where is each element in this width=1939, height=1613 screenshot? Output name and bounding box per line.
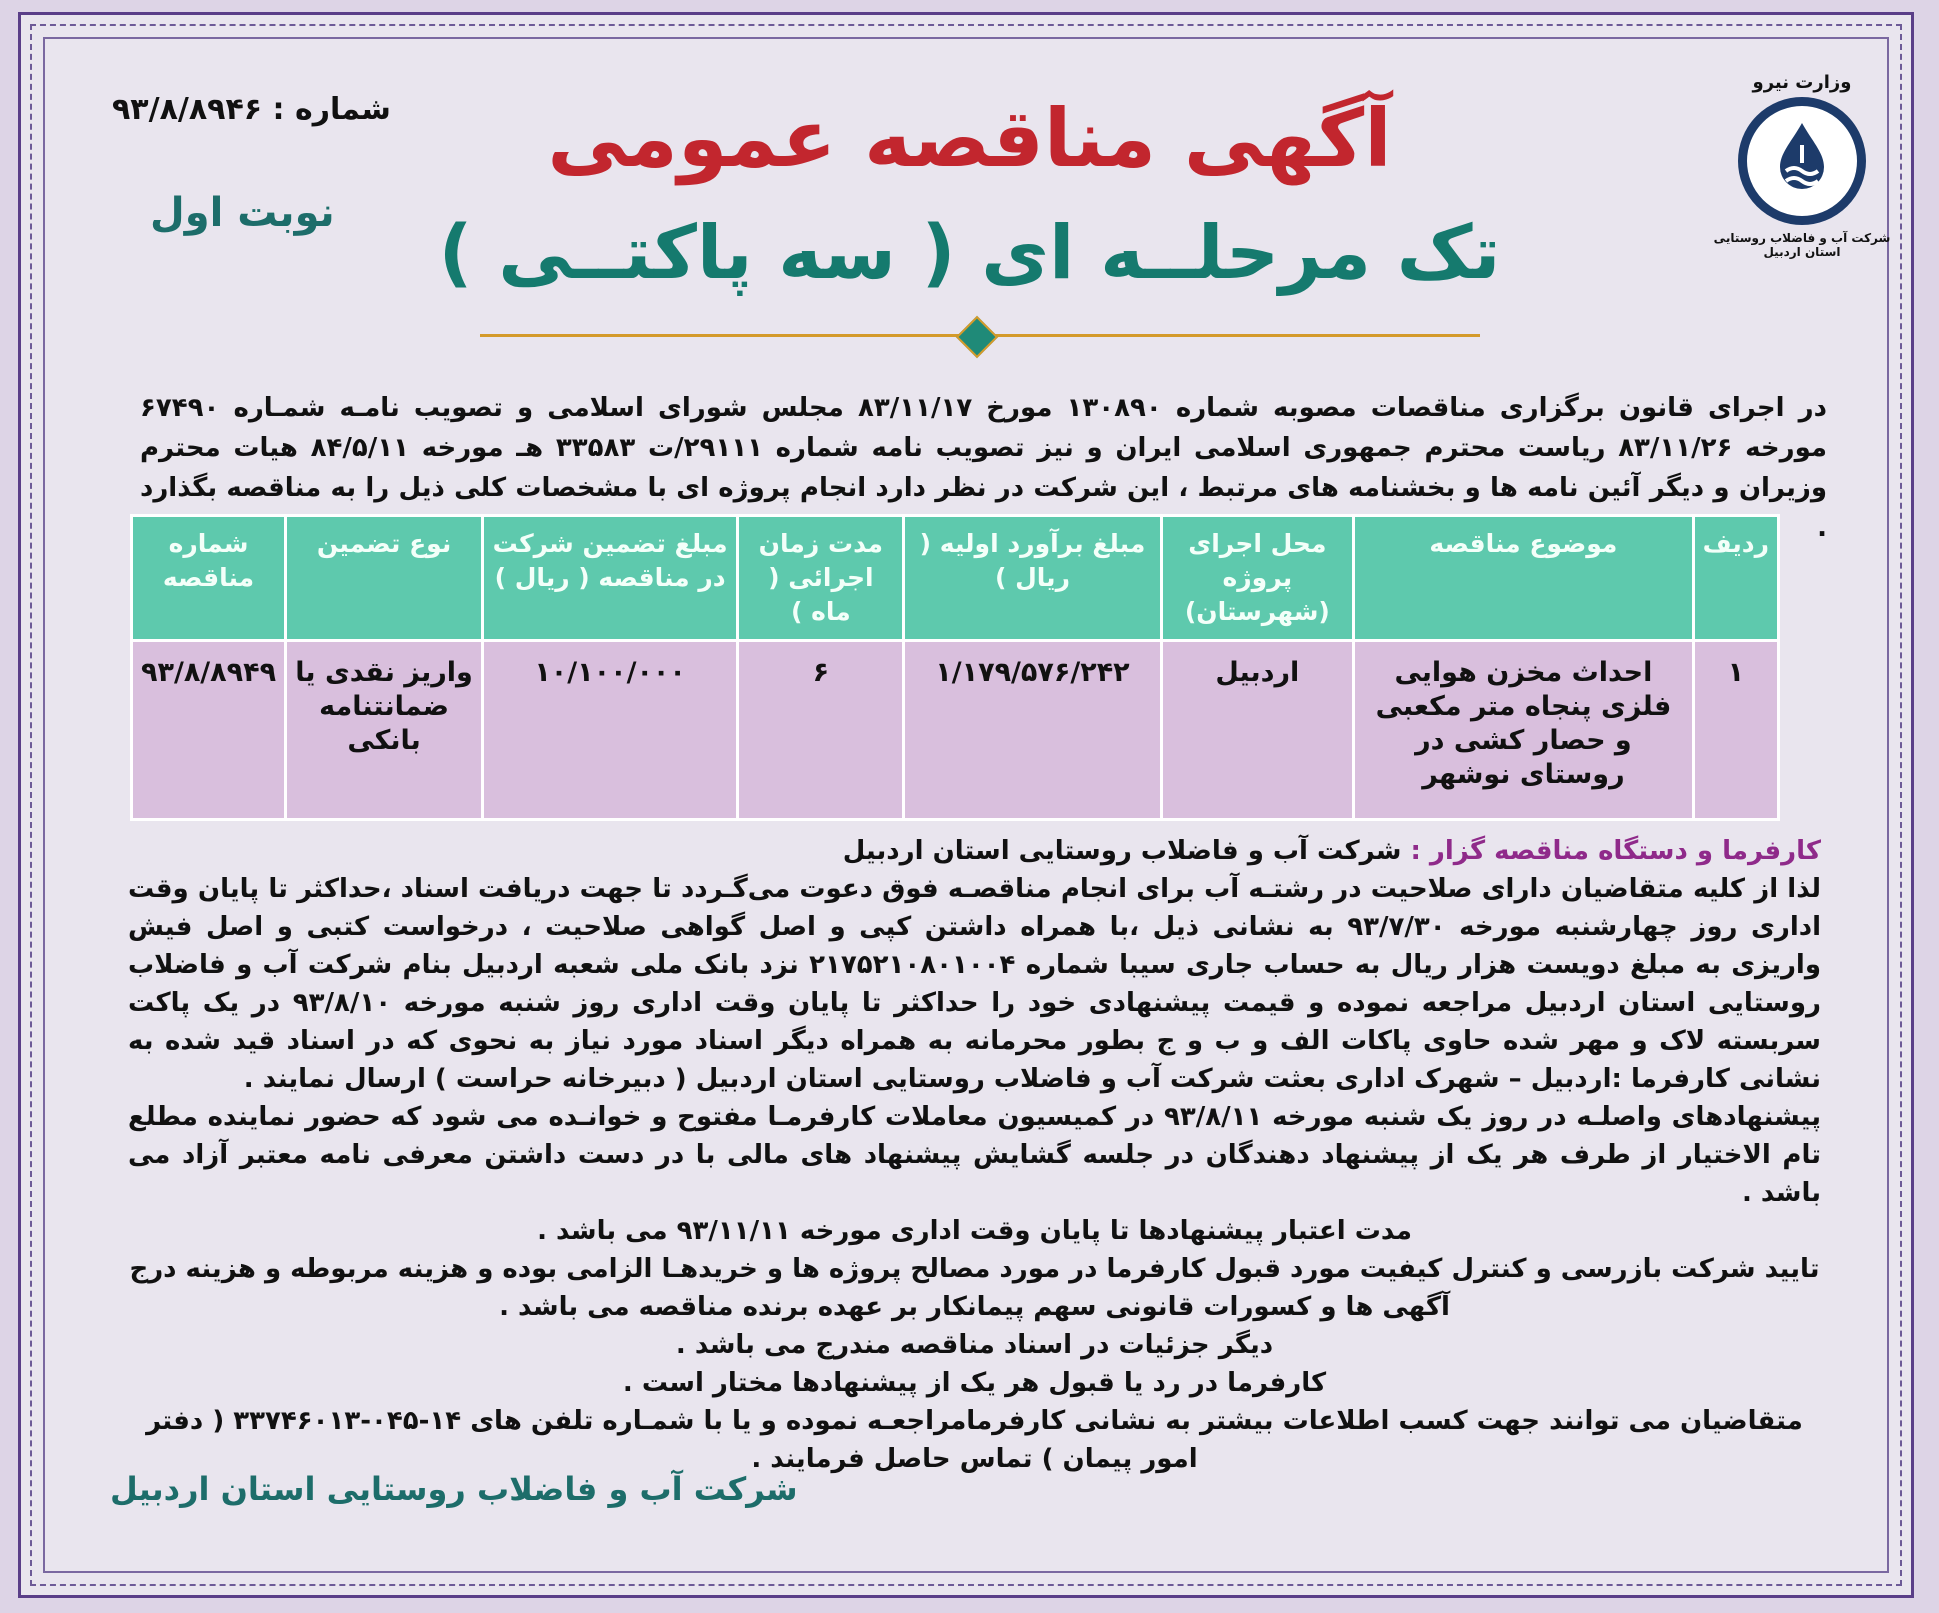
contact-line: متقاضیان می توانند جهت کسب اطلاعات بیشتر به نشانی کارفرمامراجعـه نموده و یا با شمـاره تلفن های ۱۴-۰۴۵-۳۳۷۴۶۰۱۳ ( دفتر امور پیمان ) تماس حاصل فرمایند . [146,1406,1803,1474]
page-subtitle: تک مرحلــه ای ( سه پاکتــی ) [438,210,1501,296]
validity-line: مدت اعتبار پیشنهادها تا پایان وقت اداری مورخه ۹۳/۱۱/۱۱ می باشد . [537,1216,1412,1246]
footer-signature: شرکت آب و فاضلاب روستایی استان اردبیل [110,1470,798,1508]
employer-value: شرکت آب و فاضلاب روستایی استان اردبیل [842,836,1402,866]
cell-tender-no: ۹۳/۸/۸۹۴۹ [132,641,286,820]
rights-line: کارفرما در رد یا قبول هر یک از پیشنهادها مختار است . [622,1368,1327,1398]
col-subject: موضوع مناقصه [1354,516,1693,641]
table-header-row [132,516,1779,641]
cell-guarantee-amount: ۱۰/۱۰۰/۰۰۰ [483,641,738,820]
inspection-line: تایید شرکت بازرسی و کنترل کیفیت مورد قبول کارفرما در مورد مصالح پروژه ها و خریدهـا الزامی بوده و هزینه مربوطه و هزینه درج آگهی ها و کسورات قانونی سهم پیمانکار بر عهده برنده مناقصه می باشد . [129,1254,1820,1322]
cell-location: اردبیل [1161,641,1354,820]
cell-subject: احداث مخزن هوایی فلزی پنجاه متر مکعبی و حصار کشی در روستای نوشهر [1354,641,1693,820]
col-duration: مدت زمان اجرائی ( ماه ) [738,516,904,641]
employer-label: کارفرما و دستگاه مناقصه گزار : [1410,836,1821,866]
col-guarantee-type: نوع تضمین [286,516,483,641]
col-tender-no: شماره مناقصه [132,516,286,641]
notice-body [128,832,1821,1478]
intro-paragraph: در اجرای قانون برگزاری مناقصات مصوبه شماره ۱۳۰۸۹۰ مورخ ۸۳/۱۱/۱۷ مجلس شورای اسلامی و تصویب نامـه شمـاره ۶۷۴۹۰ مورخه ۸۳/۱۱/۲۶ ریاست محترم جمهوری اسلامی ایران و نیز تصویب نامه شماره ۲۹۱۱۱/ت ۳۳۵۸۳ هـ مورخه ۸۴/۵/۱۱ هیات محترم وزیران و دیگر آئین نامه ها و بخشنامه های مرتبط ، این شرکت در نظر دارد انجام پروژه ای با مشخصات کلی ذیل را به مناقصه بگذارد . [140,393,1827,543]
cell-estimate: ۱/۱۷۹/۵۷۶/۲۴۲ [904,641,1161,820]
table-row [132,641,1779,820]
cell-duration: ۶ [738,641,904,820]
ministry-label: وزارت نیرو [1752,72,1852,93]
cell-row: ۱ [1693,641,1778,820]
body-paragraph-2: پیشنهادهای واصلـه در روز یک شنبه مورخه ۹۳/۸/۱۱ در کمیسیون معاملات کارفرمـا مفتوح و خوانـده می شود که حضور نماینده مطلع تام الاختیار از طرف هر یک از پیشنهاد دهندگان در جلسه گشایش پیشنهاد های مالی با در دست داشتن معرفی نامه معتبر آزاد می باشد . [128,1102,1821,1208]
logo-caption: شرکت آب و فاضلاب روستایی استان اردبیل [1713,231,1891,259]
details-line: دیگر جزئیات در اسناد مناقصه مندرج می باشد . [675,1330,1274,1360]
notice-number: شماره : ۹۳/۸/۸۹۴۶ [112,92,391,127]
col-estimate: مبلغ برآورد اولیه ( ریال ) [904,516,1161,641]
tender-table [130,514,1780,821]
page-title: آگهی مناقصه عمومی [547,92,1392,185]
col-row: ردیف [1693,516,1778,641]
employer-line [128,832,1821,870]
cell-guarantee-type: واریز نقدی یا ضمانتنامه بانکی [286,641,483,820]
col-location: محل اجرای پروژه (شهرستان) [1161,516,1354,641]
body-paragraph-1: لذا از کلیه متقاضیان دارای صلاحیت در رشتـه آب برای انجام مناقصـه فوق دعوت می‌گـردد تا جهت دریافت اسناد ،حداکثر تا پایان وقت اداری روز چهارشنبه مورخه ۹۳/۷/۳۰ به نشانی ذیل ،با همراه داشتن کپی و اصل گواهی صلاحیت ، درخواست کتبی و اصل فیش واریزی به مبلغ دویست هزار ریال به حساب جاری سیبا شماره ۲۱۷۵۲۱۰۸۰۱۰۰۴ نزد بانک ملی شعبه اردبیل بنام شرکت آب و فاضلاب روستایی استان اردبیل مراجعه نموده و قیمت پیشنهادی خود را حداکثر تا پایان وقت اداری روز شنبه مورخه ۹۳/۸/۱۰ در یک پاکت سربسته لاک و مهر شده حاوی پاکات الف و ب و ج بطور محرمانه به همراه دیگر اسناد مورد نیاز به نحوی که در اسناد قید شده به نشانی کارفرما :اردبیل – شهرک اداری بعثت شرکت آب و فاضلاب روستایی استان اردبیل ( دبیرخانه حراست ) ارسال نمایند . [128,874,1822,1094]
notice-round: نوبت اول [150,190,335,236]
col-guarantee-amount: مبلغ تضمین شرکت در مناقصه ( ریال ) [483,516,738,641]
